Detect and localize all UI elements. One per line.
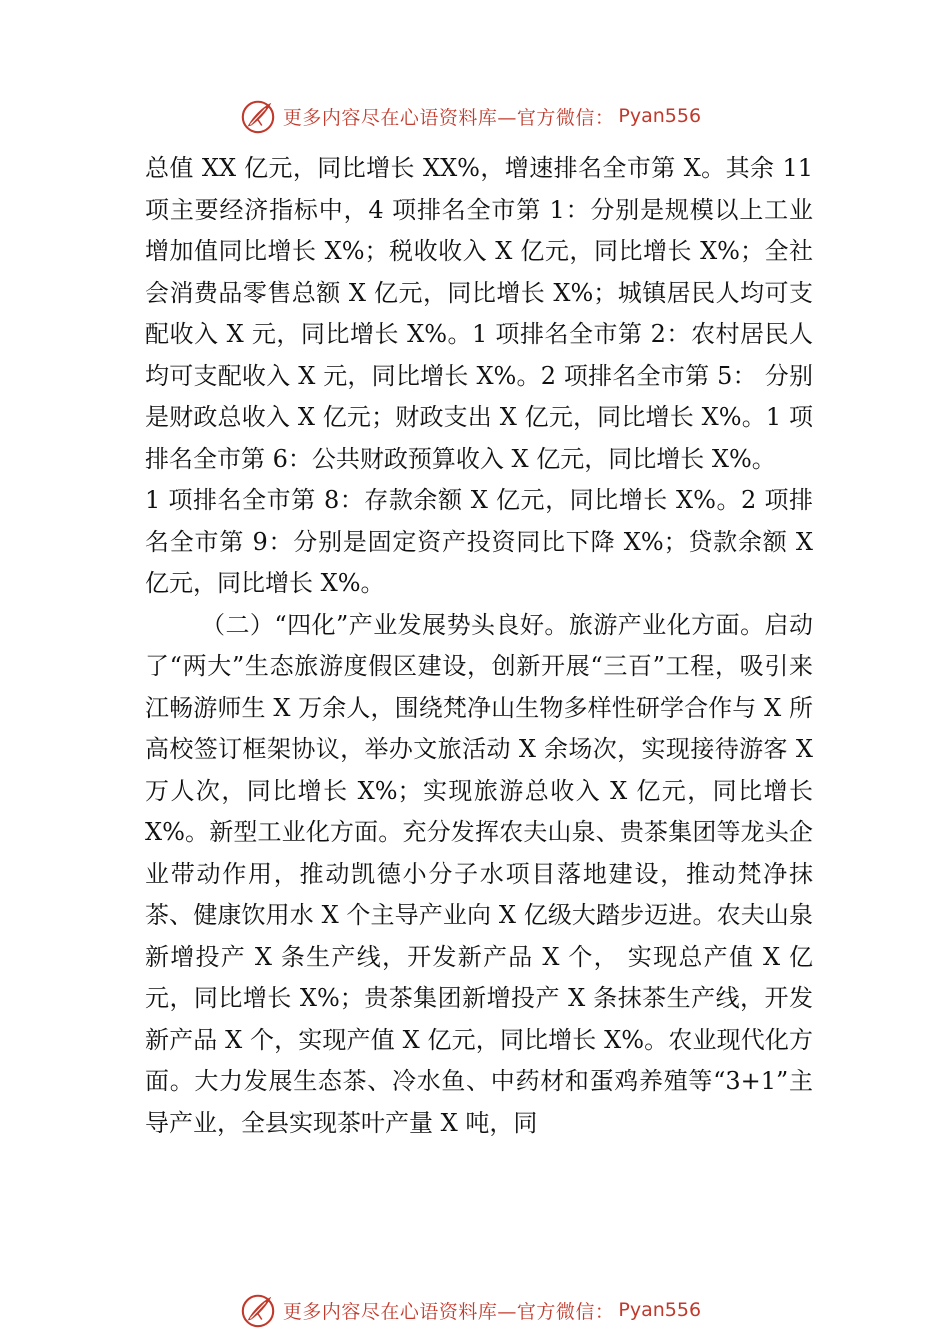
paragraph-3: （二）“四化”产业发展势头良好。旅游产业化方面。启动了“两大”生态旅游度假区建设，创新开展“三百”工程，吸引来江畅游师生 X 万余人，围绕梵净山生物多样性研学合作与 X 所高校签订框架协议，举办文旅活动 X 余场次，实现接待游客 X 万人次，同比增长 X%；实现旅游总收入 X 亿元，同比增长 X%。新型工业化方面。充分发挥农夫山泉、贵茶集团等龙头企业带动作用，推动凯德小分子水项目落地建设，推动梵净抹茶、健康饮用水 X 个主导产业向 X 亿级大踏步迈进。农夫山泉新增投产 X 条生产线，开发新产品 X 个， 实现总产值 X 亿元，同比增长 X%；贵茶集团新增投产 X 条抹茶生产线，开发新产品 X 个，实现产值 X 亿元，同比增长 X%。农业现代化方面。大力发展生态茶、冷水鱼、中药材和蛋鸡养殖等“3+1”主导产业，全县实现茶叶产量 X 吨，同 bbox=[145, 610, 813, 1137]
feather-pen-logo-icon bbox=[239, 1291, 277, 1329]
watermark-text: 更多内容尽在心语资料库—官方微信： bbox=[282, 1300, 615, 1323]
header-watermark bbox=[0, 92, 950, 140]
paragraph-2: 1 项排名全市第 8：存款余额 X 亿元，同比增长 X%。2 项排名全市第 9：分别是固定资产投资同比下降 X%；贷款余额 X 亿元，同比增长 X%。 bbox=[145, 486, 813, 597]
watermark-wechat-id: Pyan556 bbox=[618, 105, 702, 127]
watermark-text: 更多内容尽在心语资料库—官方微信： bbox=[282, 106, 615, 129]
watermark-wechat-id: Pyan556 bbox=[618, 1299, 702, 1321]
feather-pen-logo-icon bbox=[239, 97, 277, 135]
footer-watermark bbox=[0, 1286, 950, 1334]
paragraph-1: 总值 XX 亿元，同比增长 XX%，增速排名全市第 X。其余 11 项主要经济指标中，4 项排名全市第 1：分别是规模以上工业增加值同比增长 X%；税收收入 X 亿元，同比增长 X%；全社会消费品零售总额 X 亿元，同比增长 X%；城镇居民人均可支配收入 X 元，同比增长 X%。1 项排名全市第 2：农村居民人均可支配收入 X 元，同比增长 X%。2 项排名全市第 5： 分别是财政总收入 X 亿元；财政支出 X 亿元，同比增长 X%。1 项排名全市第 6：公共财政预算收入 X 亿元，同比增长 X%。 bbox=[145, 154, 813, 473]
document-body bbox=[145, 148, 813, 1144]
